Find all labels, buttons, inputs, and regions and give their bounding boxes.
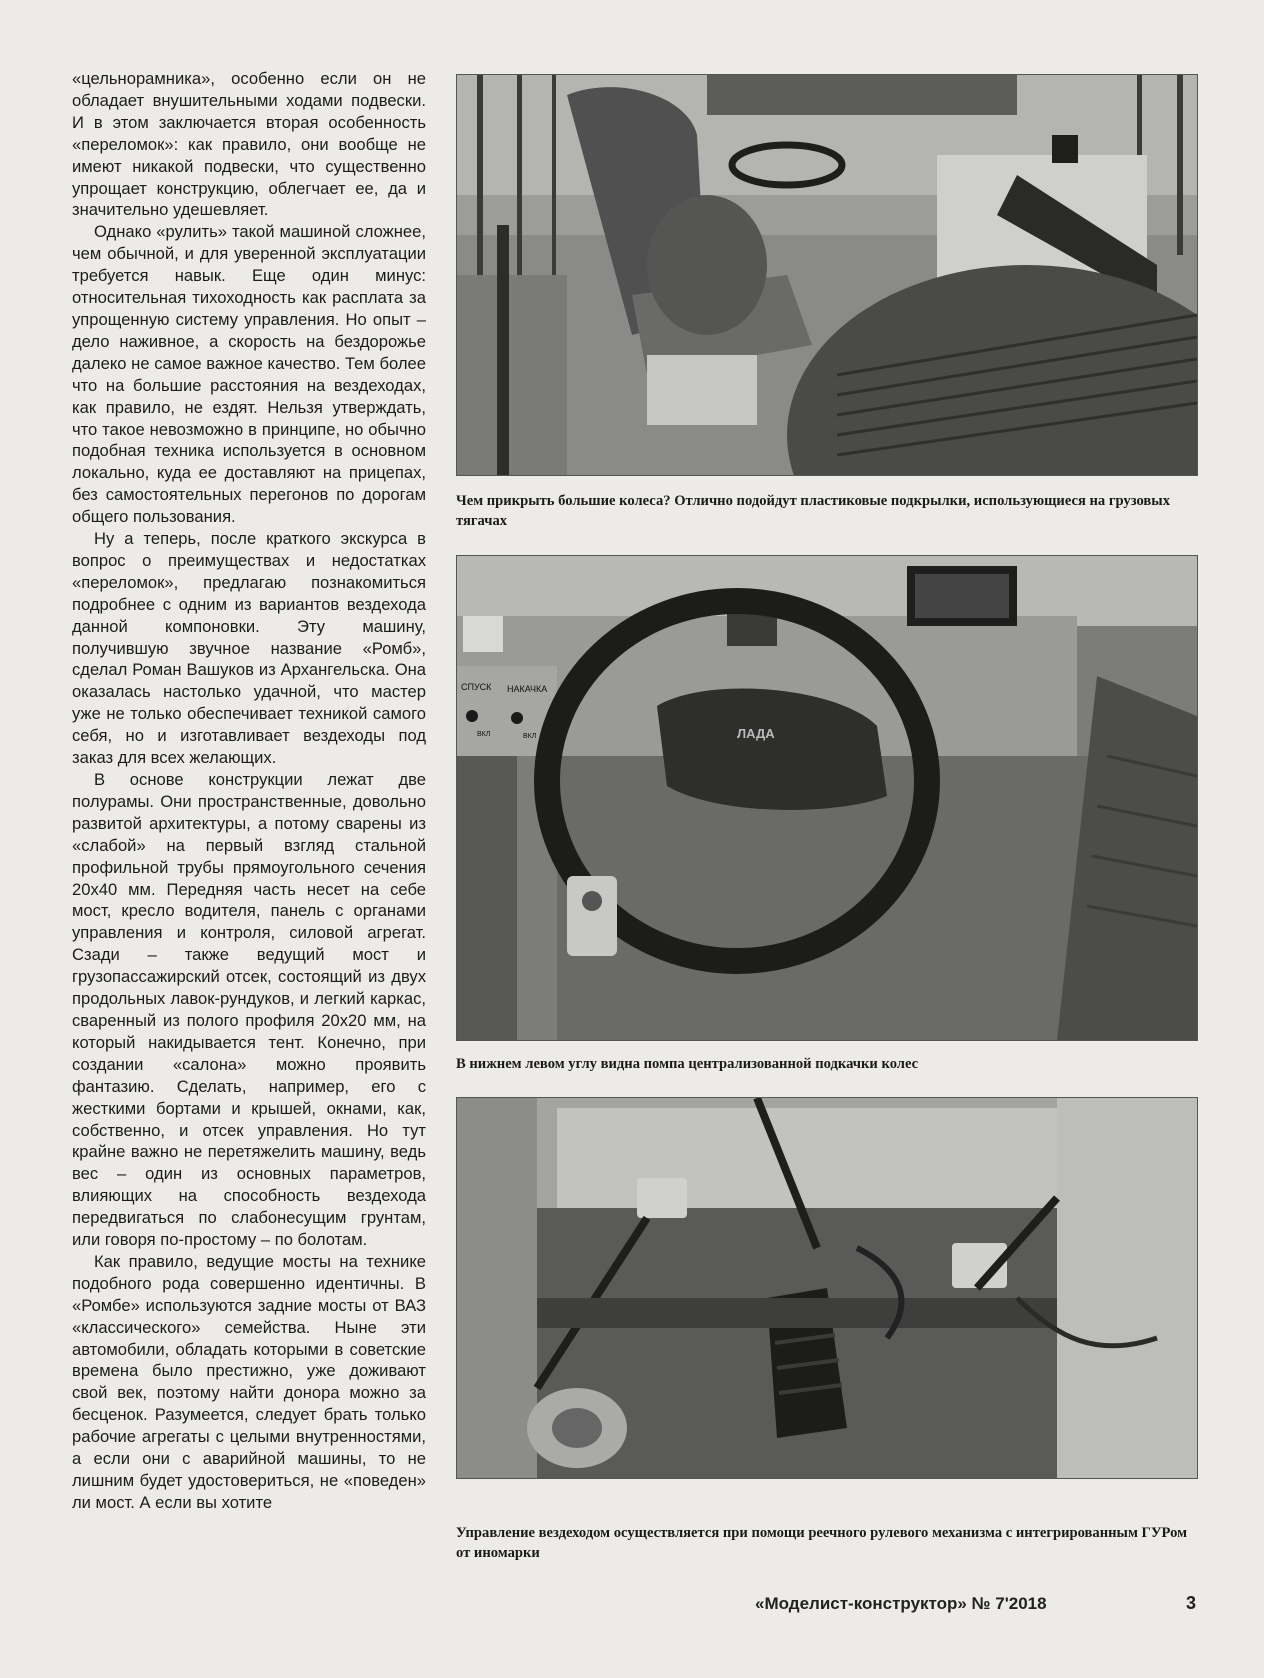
photo-steering-wheel [456,555,1198,1041]
photo-driver-seat-image [457,75,1197,475]
paragraph-4: В основе конструкции лежат две полурамы. Они пространственные, довольно развитой архитектуры, а потому сварены из «слабой» на первый взгляд стальной профильной трубы прямоугольного сечения 20х40 мм. Передняя часть несет на себе мост, кресло водителя, панель с органами управления и контроля, силовой агрегат. Сзади – также ведущий мост и грузопассажирский отсек, состоящий из двух продольных лавок-рундуков, и легкий каркас, сваренный из полого профиля 20х20 мм, на который накидывается тент. Конечно, при создании «салона» можно проявить фантазию. Сделать, например, его с жесткими бортами и крышей, окнами, как, собственно, и отсек управления. Но тут крайне важно не перетяжелить машину, ведь вес – один из основных параметров, влияющих на способность вездехода передвигаться по слабонесущим грунтам, или говоря по-простому – по болотам. [72,770,426,1250]
article-text-column [72,68,426,1514]
label-on-2: ВКЛ [523,733,537,740]
paragraph-2: Однако «рулить» такой машиной сложнее, чем обычной, и для уверенной эксплуатации требуется навык. Еще один минус: относительная тихоходность как расплата за упрощенную систему управления. Но опыт – дело наживное, а скорость на бездорожье далеко не самое важное качество. Тем более что на большие расстояния на вездеходах, как правило, не ездят. Нельзя утверждать, что такое невозможно в принципе, но обычно подобная техника используется в основном локально, куда ее доставляют на прицепах, без самостоятельных перегонов по дорогам общего пользования. [72,222,426,527]
caption-photo-1: Чем прикрыть большие колеса? Отлично подойдут пластиковые подкрылки, использующиеся на грузовых тягачах [456,493,1170,529]
photo-steering-rack-image [457,1098,1197,1478]
label-start: СПУСК [461,682,492,692]
photo-driver-seat [456,74,1198,476]
photo-steering-rack [456,1097,1198,1479]
paragraph-5: Как правило, ведущие мосты на технике подобного рода совершенно идентичны. В «Ромбе» используются задние мосты от ВАЗ «классического» семейства. Ныне эти автомобили, обладать которыми в советские времена было престижно, уже доживают свой век, поэтому найти донора можно за бесценок. Разумеется, следует брать только рабочие агрегаты с целыми внутренностями, а если они с аварийной машины, то не лишним будет удостовериться, не «поведен» ли мост. А если вы хотите [72,1251,426,1512]
label-on-1: ВКЛ [477,731,491,738]
paragraph-3: Ну а теперь, после краткого экскурса в вопрос о преимуществах и недостатках «переломок», предлагаю познакомиться подробнее с одним из вариантов вездехода данной компоновки. Эту машину, получившую звучное название «Ромб», сделал Роман Вашуков из Архангельска. Она оказалась настолько удачной, что мастер уже не только обеспечивает техникой самого себя, но и изготавливает вездеходы под заказ для всех желающих. [72,529,426,768]
wheel-badge: ЛАДА [737,726,775,741]
caption-photo-3: Управление вездеходом осуществляется при помощи реечного рулевого механизма с интегрированным ГУРом от иномарки [456,1525,1188,1561]
footer-page-number: 3 [1186,1593,1197,1613]
photo-steering-wheel-image [457,556,1197,1040]
paragraph-1: «цельнорамника», особенно если он не обладает внушительными ходами подвески. И в этом заключается вторая особенность «переломок»: как правило, они вообще не имеют никакой подвески, что существенно упрощает конструкцию, облегчает ее, да и значительно удешевляет. [72,69,426,220]
caption-photo-2: В нижнем левом углу видна помпа централизованной подкачки колес [456,1056,919,1072]
label-pump: НАКАЧКА [507,684,548,694]
footer-magazine-title: «Моделист-конструктор» № 7'2018 [755,1594,1047,1613]
